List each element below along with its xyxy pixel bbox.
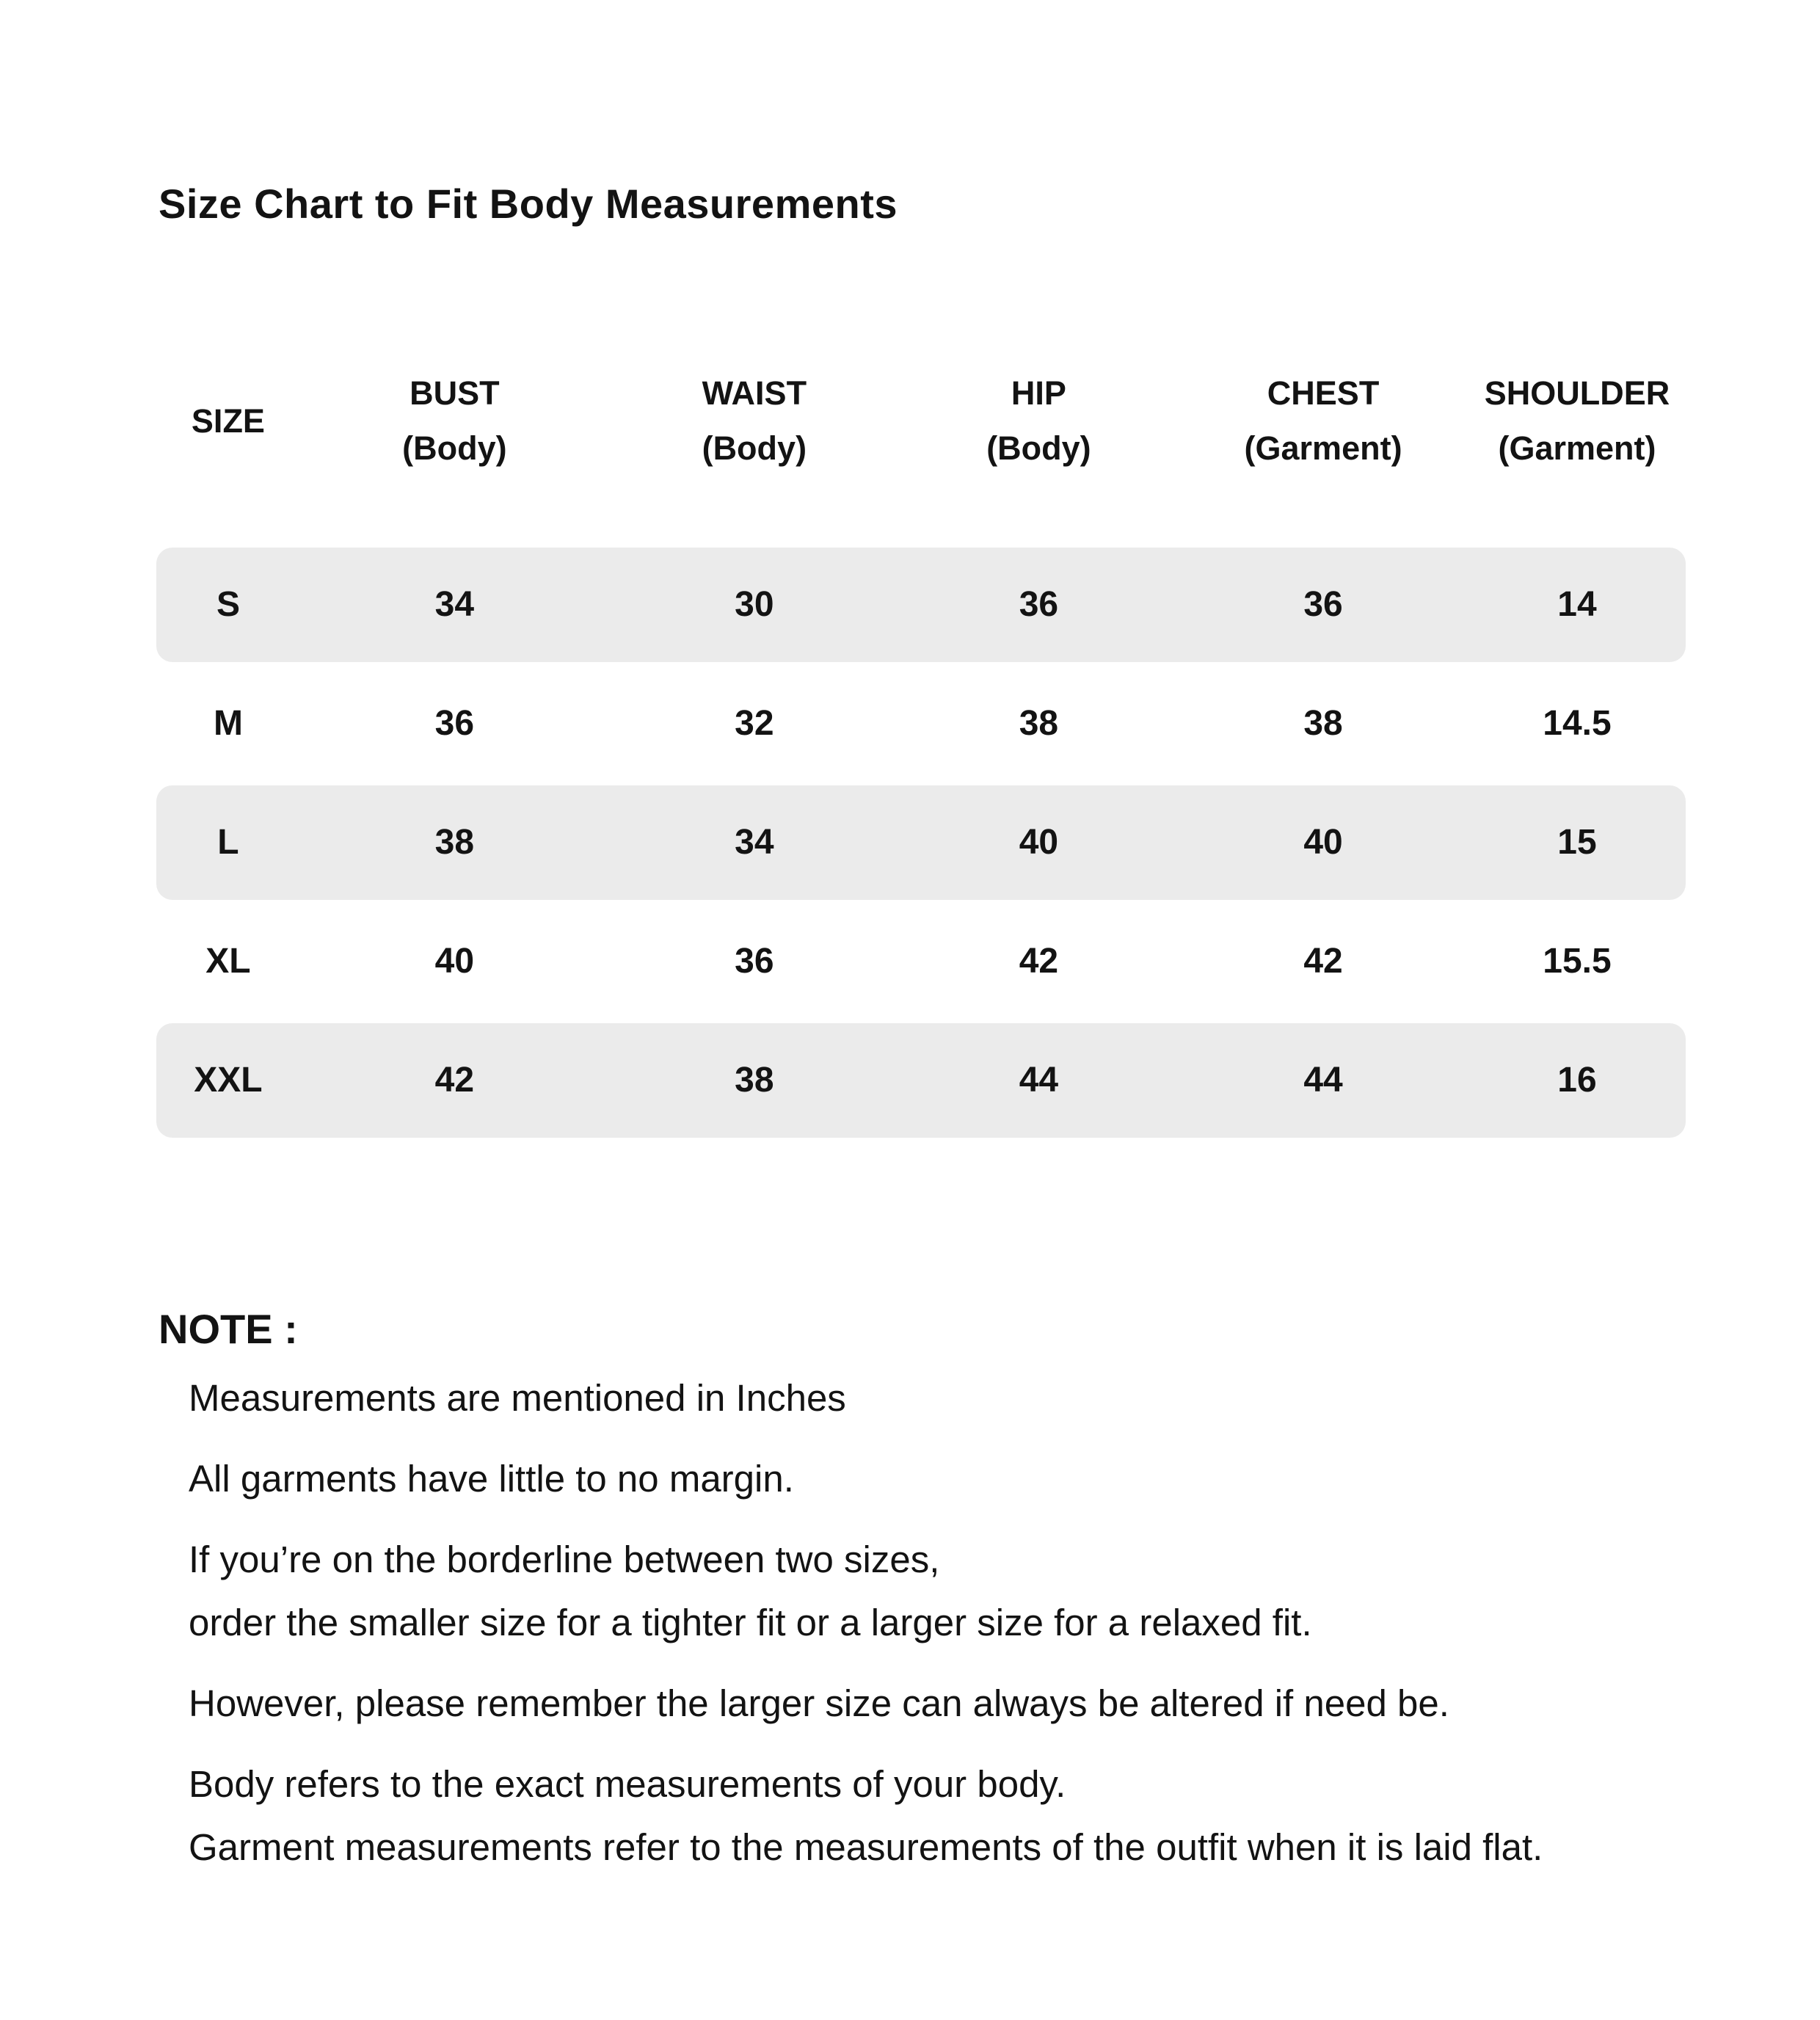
column-label: WAIST bbox=[702, 374, 807, 412]
table-row-m bbox=[156, 666, 1686, 781]
hip-cell: 40 bbox=[1019, 823, 1059, 862]
column-header-bust bbox=[300, 366, 609, 476]
size-cell: XXL bbox=[194, 1061, 263, 1100]
column-sublabel: (Body) bbox=[702, 429, 807, 467]
waist-cell: 34 bbox=[735, 823, 774, 862]
chest-cell: 36 bbox=[1303, 585, 1343, 624]
column-header-waist bbox=[609, 366, 900, 476]
shoulder-cell: 16 bbox=[1557, 1061, 1597, 1100]
note-paragraph bbox=[189, 1753, 1730, 1879]
note-section bbox=[189, 1367, 1730, 1879]
column-header-shoulder bbox=[1468, 366, 1686, 476]
size-cell: XL bbox=[205, 942, 251, 981]
column-header-size bbox=[156, 366, 300, 476]
table-row-l bbox=[156, 785, 1686, 900]
note-line: Garment measurements refer to the measurements of the outfit when it is laid flat. bbox=[189, 1826, 1543, 1868]
size-table bbox=[156, 366, 1686, 1142]
shoulder-cell: 14 bbox=[1557, 585, 1597, 624]
size-cell: L bbox=[217, 823, 239, 862]
column-sublabel: (Garment) bbox=[1498, 429, 1656, 467]
hip-cell: 36 bbox=[1019, 585, 1059, 624]
size-cell: M bbox=[213, 704, 243, 743]
waist-cell: 36 bbox=[735, 942, 774, 981]
bust-cell: 40 bbox=[434, 942, 475, 981]
note-title: NOTE : bbox=[159, 1306, 298, 1352]
shoulder-cell: 15 bbox=[1557, 823, 1597, 862]
table-row-xxl bbox=[156, 1023, 1686, 1138]
column-label: SIZE bbox=[191, 402, 265, 440]
note-line: Body refers to the exact measurements of your body. bbox=[189, 1763, 1066, 1805]
chest-cell: 38 bbox=[1303, 704, 1343, 743]
bust-cell: 38 bbox=[434, 823, 475, 862]
note-line: All garments have little to no margin. bbox=[189, 1458, 794, 1500]
chest-cell: 44 bbox=[1303, 1061, 1343, 1100]
column-header-hip bbox=[900, 366, 1178, 476]
chest-cell: 40 bbox=[1303, 823, 1343, 862]
table-row-xl bbox=[156, 904, 1686, 1019]
table-body bbox=[156, 548, 1686, 1138]
table-row-s bbox=[156, 548, 1686, 662]
size-cell: S bbox=[216, 585, 240, 624]
waist-cell: 30 bbox=[735, 585, 774, 624]
hip-cell: 38 bbox=[1019, 704, 1059, 743]
shoulder-cell: 14.5 bbox=[1543, 704, 1612, 743]
column-label: SHOULDER bbox=[1484, 374, 1670, 412]
note-line: Measurements are mentioned in Inches bbox=[189, 1377, 846, 1419]
shoulder-cell: 15.5 bbox=[1543, 942, 1612, 981]
column-label: BUST bbox=[410, 374, 500, 412]
note-line: order the smaller size for a tighter fit or a larger size for a relaxed fit. bbox=[189, 1602, 1312, 1643]
column-label: CHEST bbox=[1267, 374, 1380, 412]
table-header-row bbox=[156, 366, 1686, 476]
column-header-chest bbox=[1178, 366, 1468, 476]
bust-cell: 42 bbox=[434, 1061, 475, 1100]
note-line: However, please remember the larger size can always be altered if need be. bbox=[189, 1682, 1449, 1724]
column-sublabel: (Body) bbox=[402, 429, 507, 467]
note-line: If you’re on the borderline between two sizes, bbox=[189, 1538, 940, 1580]
note-paragraph bbox=[189, 1367, 1730, 1430]
column-sublabel: (Garment) bbox=[1244, 429, 1402, 467]
waist-cell: 32 bbox=[735, 704, 774, 743]
chest-cell: 42 bbox=[1303, 942, 1343, 981]
hip-cell: 42 bbox=[1019, 942, 1059, 981]
hip-cell: 44 bbox=[1019, 1061, 1059, 1100]
column-sublabel: (Body) bbox=[986, 429, 1091, 467]
bust-cell: 34 bbox=[434, 585, 475, 624]
page-title: Size Chart to Fit Body Measurements bbox=[159, 181, 898, 227]
note-paragraph bbox=[189, 1528, 1730, 1654]
note-paragraph bbox=[189, 1672, 1730, 1735]
bust-cell: 36 bbox=[434, 704, 475, 743]
waist-cell: 38 bbox=[735, 1061, 774, 1100]
column-label: HIP bbox=[1011, 374, 1066, 412]
note-paragraph bbox=[189, 1447, 1730, 1511]
